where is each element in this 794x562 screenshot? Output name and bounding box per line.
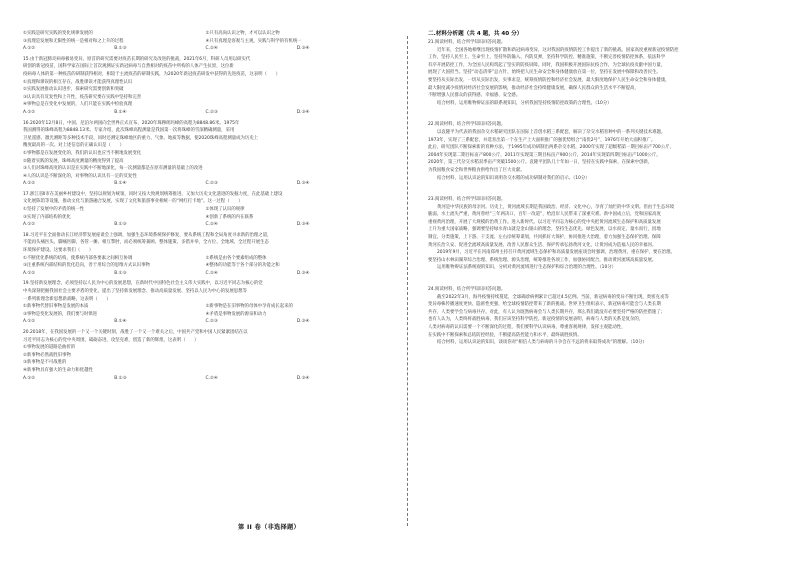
option: ②系统是由各个要素组成的整体 [205,255,267,261]
question-prompt: 结合材料，运用唯物辩证法的联系观知识，分析我国坚持疫情防控政策的合理性。（10分） [437,100,612,106]
answer-choice: B.①③ [114,46,127,52]
question-text: 16.2020年12月8日，中国、尼泊尔两国向全世界正式宣布，2020年珠穆朗玛峰的高程为8848.86米。1975年 [23,120,240,126]
question-18 [23,232,388,278]
question-24 [428,286,773,347]
material-text: 要坚持从实际出发，一切从实际出发，实事求是，统筹疫情防控和经济社会发展，最大限度地保护人民生命安全和身体健康， [428,77,670,83]
answer-choice: A.①② [23,270,36,276]
material-text: 重视黄河治理，开展了大规模的治黄工作。进入新时代，以习近平同志为核心的党中央把黄河流域生态保护和高质量发展 [428,219,661,225]
material-text: 以袁隆平为代表的我国杂交水稻研究团队在国际上首创水稻三系配套，解决了杂交水稻育种中的一系列关键技术难题。 [437,129,666,135]
question-text: 我国测得的珠峰高程为8848.13米。专家介绍，此次珠峰高程测量是我国第一次将珠峰的雪深精确测量，采用 [23,128,235,134]
q20-answers [23,375,388,383]
answer-choice: B.①③ [114,375,127,381]
material-text: 为我国粮食安全和世界粮食供给作出了巨大贡献。 [428,167,525,173]
question-16 [23,120,388,188]
option: ②只有高尚认识之物，才可以认识之物 [205,31,280,36]
question-title: 23.阅读材料，结合所学知识回答问题。 [428,197,506,203]
q16-answers [23,180,388,188]
answer-choice: C.②④ [205,270,218,276]
question-21 [428,39,773,107]
q14-options-a [23,30,388,38]
material-text: 展现了大国担当。坚持“动态清零”总方针，始终把人民生命安全和身体健康放在第一位，坚持在发展中保障和改善民生。 [428,70,661,76]
material-text: 2004年实现第二期目标亩产800公斤，2011年实现第三期目标亩产900公斤，2014年实现第四期目标亩产1000公斤。 [428,152,661,158]
option: ③认识具有反复性和上升性，疫苗研究要在实践中坚持和完善 [23,94,142,100]
question-prompt: 结合材料，运用认识论的知识说明杂交水稻的成功研制对我们的启示。（10分） [437,175,590,181]
column-divider [407,36,408,526]
answer-choice: D.③④ [296,181,310,187]
q14-answers [23,45,388,53]
material-text: 共存，人类要学会与病毒共存。对此，有人认为既然病毒会与人类长期共存，那么我们就没有必要坚持严格的防控措施了； [428,309,666,315]
option: ①不断优化系统的结构，使系统内部各要素之间相互协调 [23,255,133,261]
answer-choice: A.①② [23,46,36,52]
q19-options-b [23,311,388,319]
answer-choice: B.①③ [114,270,127,276]
material-text: 此后，研究团队不断探索新的育种方法，于1995年成功研制出两系杂交水稻，2000年实现了超级稻第一期目标亩产700公斤， [428,145,674,151]
option: ④事物总是在变化中发展的，人们只能在实践中检验真理 [23,102,133,108]
q17-answers [23,221,388,229]
question-text: 17.浙江省Ⅱ市在美丽乡村建设中，坚持以规划为统领，同时又按大致规划统筹推进，又加大历史文化遗迹的发掘力度，在此基础上建设 [23,191,283,197]
material-text: 在实践中不断探索和总结防控经验，不断提高防控能力和水平，最终战胜疫情。 [428,332,582,338]
q14-options-b [23,38,388,46]
question-text: 中央深刻把握我国社会主要矛盾的变化，提出了坚持新发展理念、推动高质量发展、坚持以人民为中心的发展思想等 [23,289,247,294]
option: ②新事物必然战胜旧事物 [23,352,71,358]
option: ①真理和谬误的相互存在，战胜谬误才能获得真理性认识 [23,79,133,85]
answer-choice: B.①③ [114,222,127,228]
option: ④整体的功能等于各个部分的功能之和 [205,263,280,269]
question-text: 15.由于新冠肺炎病毒极易变异，原首的研究需要对疫苗长期的研究及改进的挑战，2021年6月，科研人员用以研实代 [23,56,251,62]
question-text: 不能再头痛医头、脚痛医脚，各管一摊、相互掣肘，而必须统筹兼顾、整体施策、多措并举，全方位、全地域、全过程开展生态 [23,240,269,246]
option: ③真理是发展和无限性的统一是相对和之上升的过程 [23,38,124,44]
option: ①坚持了发展中的矛盾的统一性 [23,207,85,213]
question-prompt: 运用唯物辩证法系统观的知识，分析对黄河流域进行生态保护和综合治理的合理性。（10分） [437,265,617,271]
answer-choice: D.③④ [296,109,310,115]
question-17 [23,191,388,229]
answer-choice: A.①② [23,319,36,325]
material-text: 脆弱，水土流失严重，黄河曾经“三年两决口，百年一改道”，给沿岸人民带来了深重灾难。新中国成立后，党和国家高度 [428,212,661,218]
material-text: 也有人认为，人类终将战胜病毒，我们应该坚持科学防控。新冠疫情的发展表明，病毒与人类的关系是复杂的， [428,317,644,323]
option: ②新事物是在旧事物的母体中孕育成长起来的 [205,304,293,310]
option: ③新事物是不可战胜的 [23,360,67,366]
answer-choice: D.③④ [296,270,310,276]
q18-answers [23,270,388,278]
material-text: 最大限度减少疫情对经济社会发展的影响，推动经济社会持续健康发展，确保人民群众的生活水平不断提高， [428,85,639,91]
question-text: 19.坚持新发展理念，必须坚持以人民为中心的发展思想，在新时代中国特色社会主义伟大实践中，以习近平同志为核心的党 [23,281,263,287]
option: ④人的认识是不断深化的，对事物的认识具有一定的反复性 [23,173,137,179]
question-title: 24.阅读材料，结合所学知识回答问题。 [428,287,506,293]
answer-choice: B.①④ [114,181,127,187]
answer-choice: D.③④ [296,319,310,325]
answer-choice: A.①② [23,181,36,187]
question-20 [23,329,388,382]
q18-options-b [23,262,388,270]
question-15 [23,56,388,117]
material-text: 1973年，实现了三系配套，并选育出第一个在生产上大面积推广的强优势组合“南优2号”，1976年开始大面积推广。 [428,137,656,143]
answer-choice: B.①④ [114,109,127,115]
material-text: 工作，坚持人民至上、生命至上，坚持外防输入、内防反弹，坚持科学防控、精准施策，不断完善疫情防控体系，依法科学 [428,55,666,61]
answer-choice: D.③④ [296,222,310,228]
question-text: 一系列新理念新思想新战略，这表明（ ） [23,296,111,302]
q19-options-a [23,303,388,311]
question-text: 研创的新冠疫苗，国科学家在国际上首次观测证实新冠病毒与自然相对的疫苗中所构的人体产生抗原，这位新 [23,64,234,70]
material-text: 2020年，第三代杂交水稻双季亩产突破1500公斤。袁隆平团队几十年如一日，坚持在实践中探索，在探索中创新， [428,160,653,166]
option: ③实现了内部结构的优化 [23,214,71,220]
question-text: 习近平同志为核心的党中央周围，砥砺奋进，攻坚克难，创造了新的辉煌，这表明（ ） [23,337,199,343]
option: ④只有真理是客观与主观，实践与科学的有机统一 [205,38,302,44]
answer-choice: A.①② [23,375,36,381]
material-text: 要坚持山水林田湖草综合治理、系统治理、源头治理，统筹推进各项工作，加强协同配合，推动黄河流域高质量发展。 [428,257,657,263]
q18-options-a [23,255,388,263]
material-text: 制宜、分类施策，上下游、干支流、左右岸统筹谋划，共同抓好大保护，协同推进大治理，着力加强生态保护治理、保障 [428,235,661,241]
question-title: 22.阅读材料，结合所学知识回答问题。 [428,122,506,128]
question-text: 文化展陈馆等设施，推动文化与旅游融合发展，实现了文化和旅游事业相统一的“网红打卡地”。这一过程（ ） [23,199,243,205]
question-text: 卫星遥感、激光测距等多种技术手段，同时还测定珠峰地区的重力、气象、地质等数据，使2020珠峰高程测量成为历史上 [23,135,259,141]
option: ②随着实践的发展，珠峰高度测量的精度得到了提高 [23,158,124,164]
answer-choice: C.②④ [205,222,218,228]
question-23 [428,196,773,272]
material-text: 2019年9月，习近平在河南郑州主持召开黄河流域生态保护和高质量发展座谈会时强调，治理黄河，重在保护，要在治理。 [437,250,675,256]
option: ③人们对珠峰高度的认识是在实践中不断地深化，每一次测量都是在原有测量的基础上的改进 [23,166,203,172]
option: ②实践发展推动认识进步，探索研究需要创新和突破 [23,87,124,93]
option: ②体现了认识的规律 [205,207,245,213]
option: ①事物发展的道路是曲折的 [23,345,76,351]
question-prompt: 结合材料，运用认识论的知识，谈谈你对“相信人类与病毒的斗争会在不远的将来取得成功”的理解。（10分） [437,340,647,346]
section-title: 第 II 卷（非选择题） [238,524,301,531]
question-text: 18.习近平在全面推动长江经济带发展座谈会上强调，加强生态环境系统保护修复，要从系统工程和全局角度寻求新的治理之道， [23,232,272,238]
option: ①事物都是在发展变化的，我们的认识也应当不断地发展变化 [23,150,142,156]
q17-options-a [23,206,388,214]
answer-choice: A.①② [23,222,36,228]
material-text: 上升为重大国家战略，强调要坚持绿水青山就是金山银山的理念，坚持生态优先、绿色发展，以水而定、量水而行，因地 [428,227,661,233]
question-text: 疫病毒人体的第一种疫苗的研制获得相对，相较于主流疫苗的研制实践，为2020年新冠疫苗研发中获得的先进疫苗，这表明（ ） [23,71,281,77]
option: ④矛盾是事物发展的源泉和动力 [205,311,267,317]
material-text: 不断增强人民群众的获得感、幸福感、安全感。 [428,93,521,99]
question-title: 21.阅读材料，结合所学知识回答问题。 [428,40,506,45]
answer-choice: A.①② [23,109,36,115]
material-text: 变异毒株传播速度更快、隐匿性更强，给全球疫情防控带来了新的挑战。世界卫生组织表示，新冠病毒可能会与人类长期 [428,302,661,308]
question-text: 精度最高的一次。对上述信息的正确认识是（ ） [23,143,124,149]
question-19 [23,280,388,326]
answer-choice: C.②③ [205,109,218,115]
material-text: 有序开展防控工作，为全国人民构筑起了坚实的防疫屏障。同时，我国积极开展国际抗疫合作，为全球抗疫贡献中国力量， [428,62,666,68]
material-text: 黄河是中华民族的母亲河。历史上，黄河流域长期是我国政治、经济、文化中心，孕育了灿烂的中华文明。但由于生态环境 [437,204,675,210]
option: ①实践是研究实践的变化规律发展的 [23,31,93,36]
section-heading: 二.材料分析题（共 4 题，共 40 分） [428,31,523,37]
option: ③事物是变化发展的，我们要与时俱进 [23,311,98,317]
answer-choice: C.②③ [205,319,218,325]
option: ④新事物具有强大的生命力和优越性 [23,367,93,373]
answer-choice: C.②④ [205,375,218,381]
question-text: 环境保护建设。这要求我们（ ） [23,248,94,254]
material-text: 截至2022年3月，海外疫情持续蔓延，全球确诊病例累计已超过4.5亿例。当前，新冠病毒的变异不断出现，奥密克戎等 [437,294,669,300]
answer-choice: C.②④ [205,46,218,52]
answer-choice: B.①④ [114,319,127,325]
q19-answers [23,318,388,326]
option: ③注重系统内部结构的优化趋向，善于用综合的思维方式认识事物 [23,263,150,269]
material-text: 人类对病毒的认识需要一个不断深化的过程，我们要科学认识病毒，尊重客观规律，发挥主观能动性， [428,325,626,330]
question-22 [428,121,773,182]
q15-answers [23,109,388,117]
answer-choice: D.③④ [296,375,310,381]
answer-choice: C.②③ [205,181,218,187]
material-text: 黄河长治久安、促进全流域高质量发展、改善人民群众生活、保护传承弘扬黄河文化，让黄河成为造福人民的幸福河。 [428,242,657,248]
material-text: 近年来，全国各地相继出现疫情扩散和新冠病毒变异，这对我国的疫情防控工作提出了新的挑战。国家高度重视新冠疫情防控 [437,47,679,53]
option: ①新事物代替旧事物是发展的本质 [23,304,89,310]
question-text: 20.2018年，在我国发展的一个又一个关键时刻，战胜了一个又一个难关之后，中国共产党和中国人民紧紧团结在以 [23,329,248,335]
right-column [428,30,773,347]
option: ④创新了系统的内在联系 [205,214,254,220]
q17-options-b [23,214,388,222]
left-column [23,30,388,382]
answer-choice: D.③④ [296,46,310,52]
